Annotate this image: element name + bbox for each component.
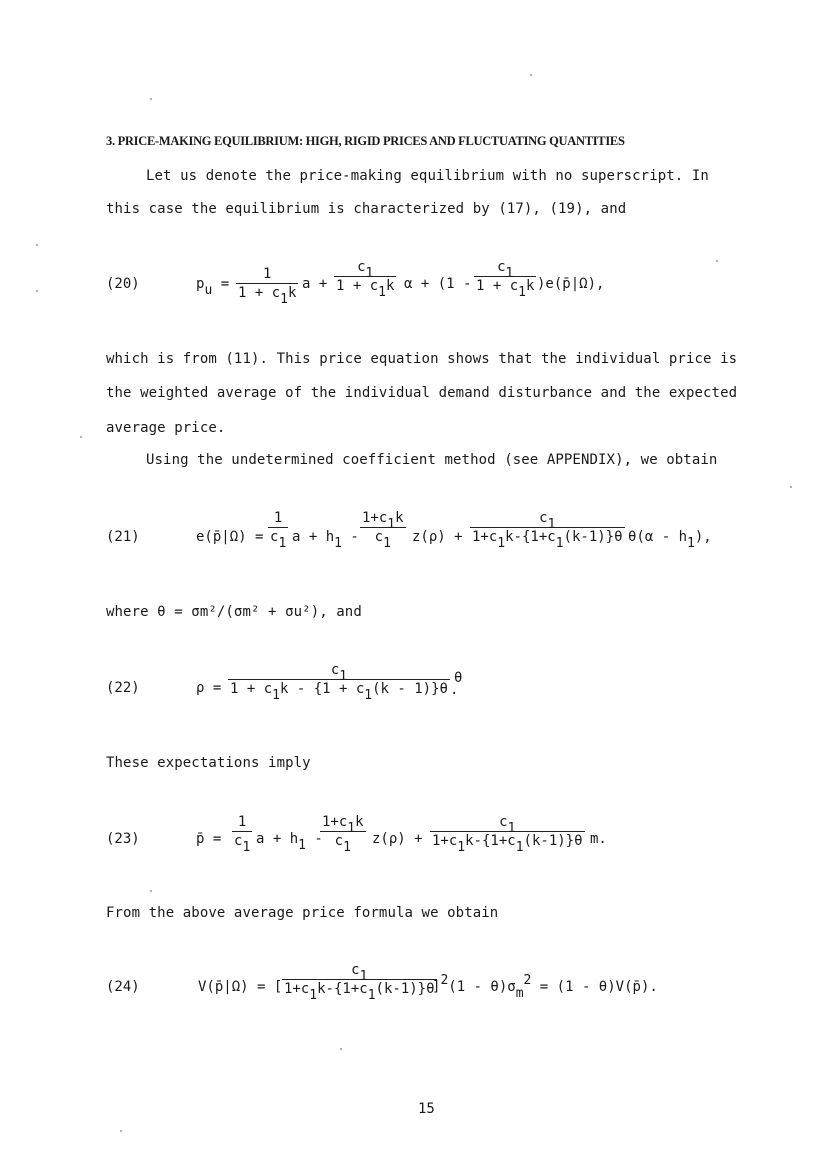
equation-term: . <box>450 682 459 698</box>
paragraph-line: Let us denote the price-making equilibrium with no superscript. In <box>146 168 709 184</box>
equation-term: m. <box>590 831 607 847</box>
equation-term: a + <box>302 276 328 292</box>
paragraph-line: From the above average price formula we obtain <box>106 905 499 921</box>
fraction: c1 1 + c1k - {1 + c1(k - 1)}θ <box>230 662 448 703</box>
equation-term: a + h1 - <box>292 529 359 551</box>
equation-term: )e(p̄|Ω), <box>537 276 605 292</box>
equation-term: z(ρ) + <box>412 529 463 545</box>
paragraph-line: the weighted average of the individual demand disturbance and the expected <box>106 385 738 401</box>
fraction: c1 1+c1k-{1+c1(k-1)}θ <box>432 814 583 855</box>
equation-number: (21) <box>106 529 140 545</box>
fraction: 1+c1k c1 <box>322 814 364 855</box>
equation-number: (23) <box>106 831 140 847</box>
fraction: c1 1 + c1k <box>476 259 535 300</box>
equation-term: θ(α - h1), <box>628 529 712 551</box>
equation-lhs: pu = <box>196 276 230 298</box>
equation-lhs: e(p̄|Ω) = <box>196 529 264 545</box>
fraction: c1 1+c1k-{1+c1(k-1)}θ <box>472 510 623 551</box>
fraction: 1 1 + c1k <box>238 266 297 307</box>
page-number: 15 <box>418 1101 435 1117</box>
paragraph-line: average price. <box>106 420 226 436</box>
equation-number: (20) <box>106 276 140 292</box>
equation-term: ]2(1 - θ)σm2 = (1 - θ)V(p̄). <box>432 973 658 1001</box>
paragraph-line: where θ = σm²/(σm² + σu²), and <box>106 604 362 620</box>
fraction: c1 1 + c1k <box>336 259 395 300</box>
equation-lhs: ρ = <box>196 680 222 696</box>
equation-term: z(ρ) + <box>372 831 423 847</box>
paragraph-line: Using the undetermined coefficient method (see APPENDIX), we obtain <box>146 452 718 468</box>
fraction: 1 c1 <box>270 510 287 551</box>
equation-term: α + (1 - <box>404 276 472 292</box>
fraction: 1+c1k c1 <box>362 510 404 551</box>
fraction: c1 1+c1k-{1+c1(k-1)}θ <box>284 962 435 1003</box>
equation-lhs: V(p̄|Ω) = [ <box>198 979 283 995</box>
fraction: 1 c1 <box>234 814 251 855</box>
paragraph-line: which is from (11). This price equation shows that the individual price is <box>106 351 738 367</box>
paragraph-line: this case the equilibrium is characterized by (17), (19), and <box>106 201 627 217</box>
paragraph-line: These expectations imply <box>106 755 311 771</box>
section-heading: 3. PRICE-MAKING EQUILIBRIUM: HIGH, RIGID PRICES AND FLUCTUATING QUANTITIES <box>106 134 625 148</box>
equation-term: θ <box>454 670 463 686</box>
equation-number: (22) <box>106 680 140 696</box>
equation-term: a + h1 - <box>256 831 323 853</box>
equation-number: (24) <box>106 979 140 995</box>
equation-lhs: p̄ = <box>196 831 222 847</box>
